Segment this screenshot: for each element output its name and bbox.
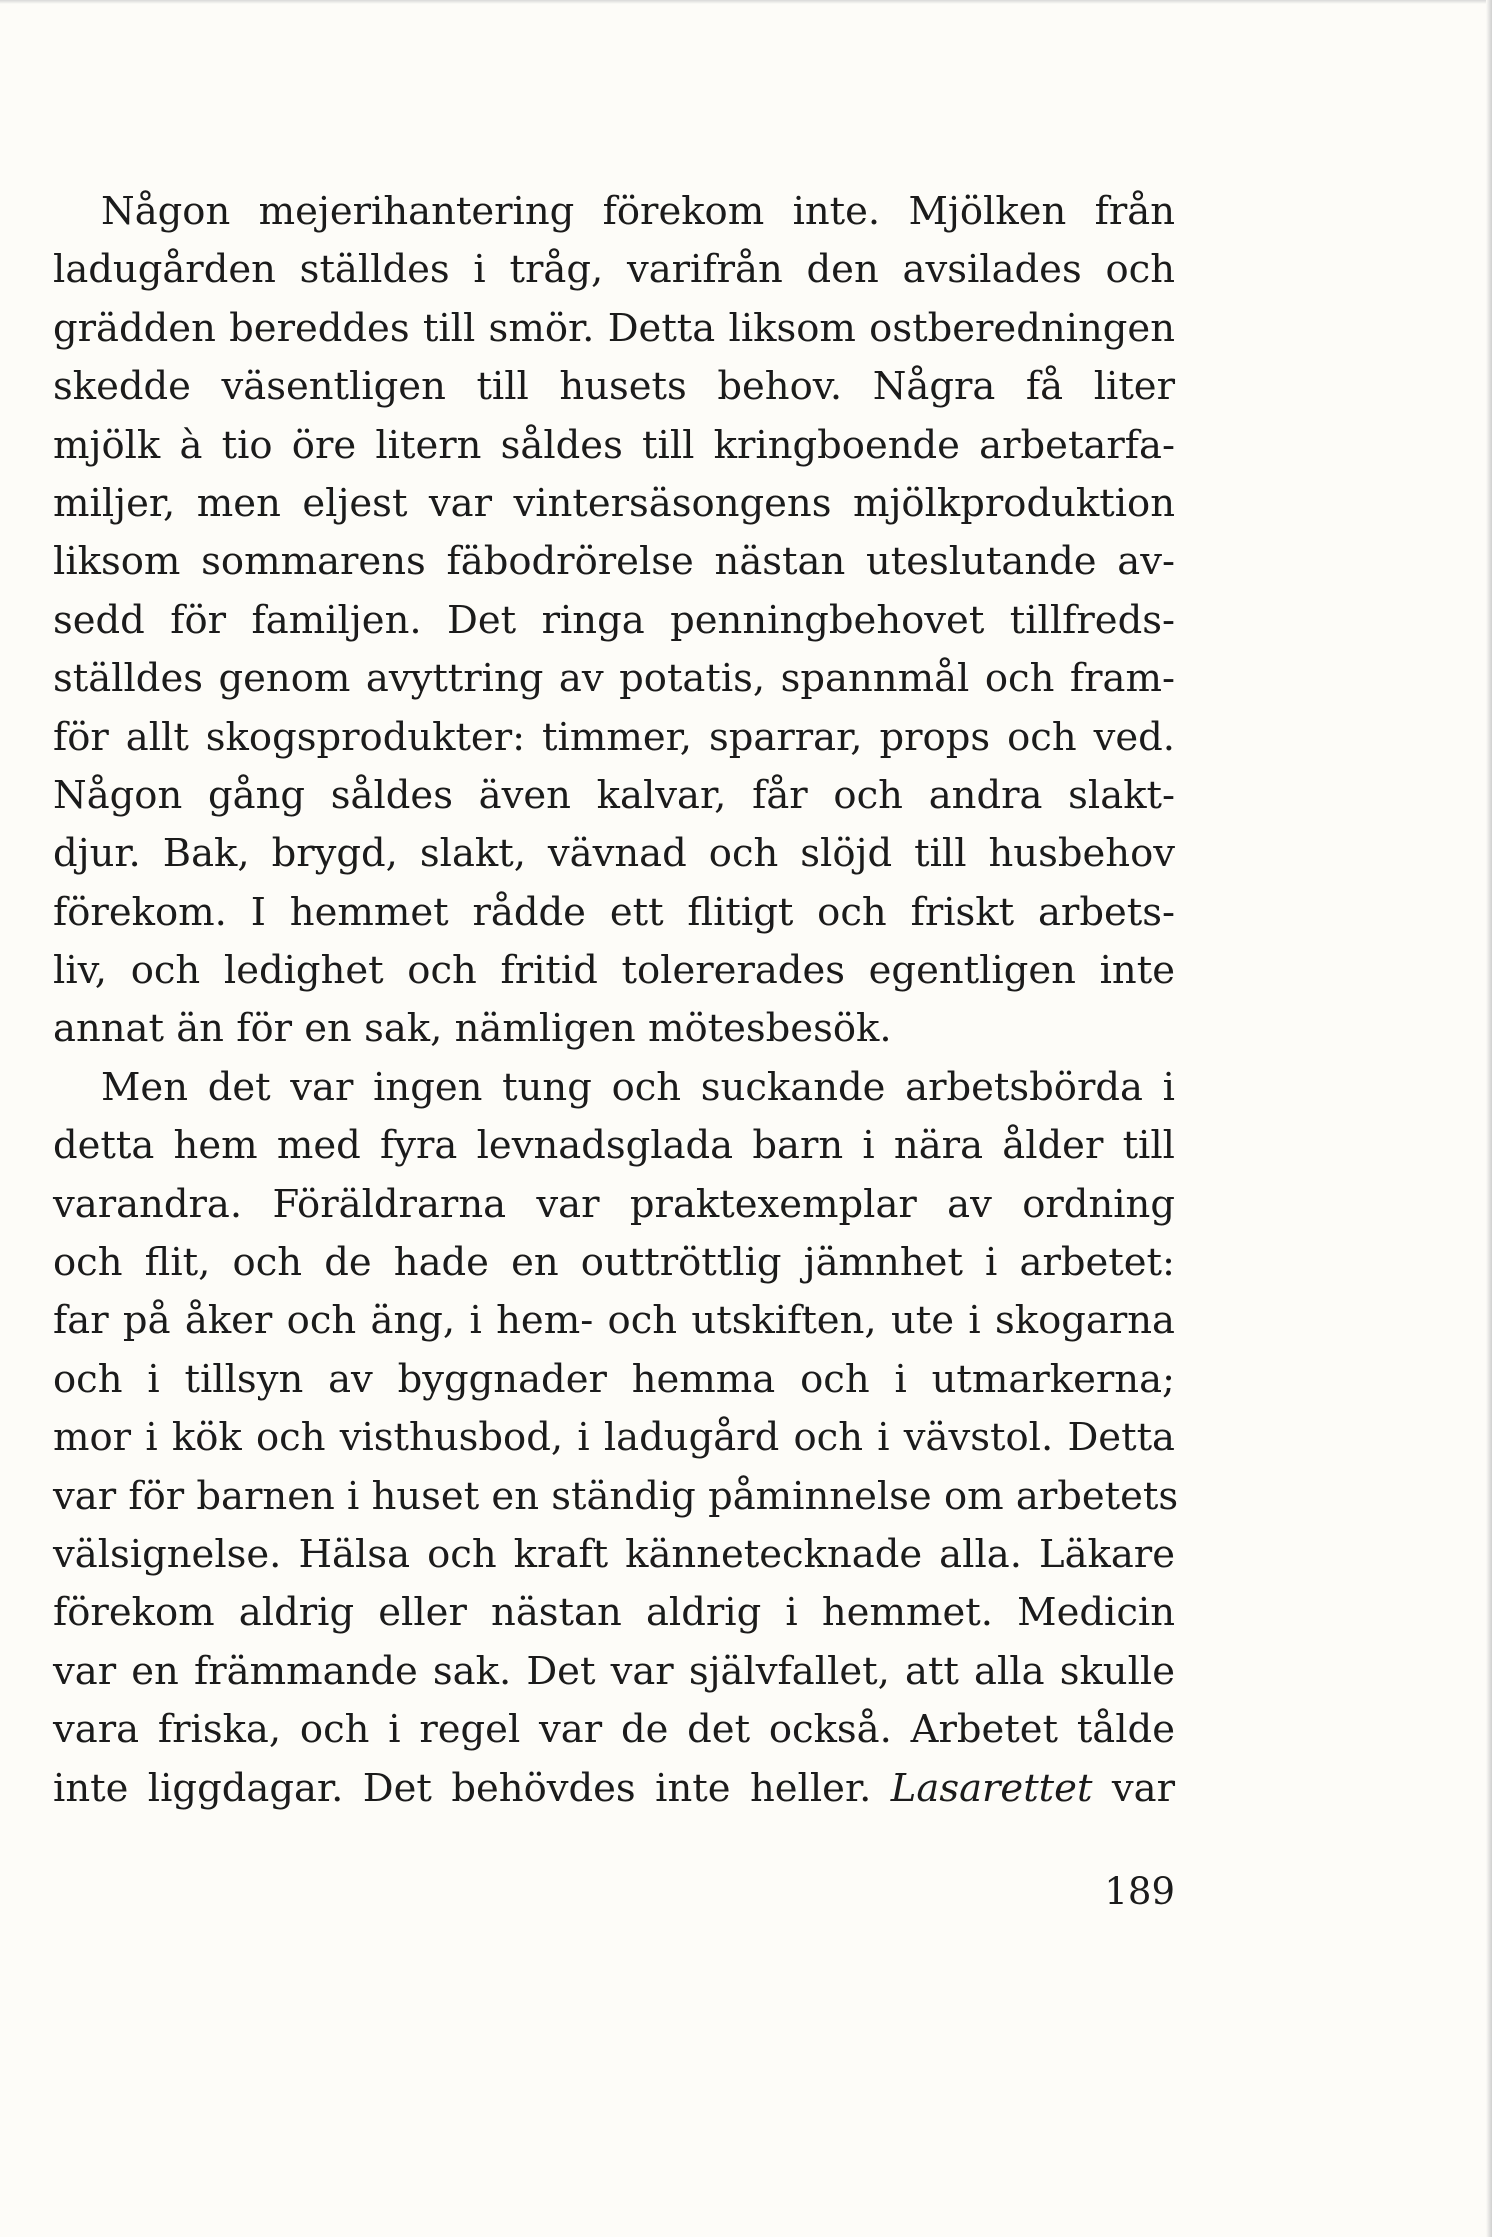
text-line: förekom aldrig eller nästan aldrig i hemmet. Medicin bbox=[53, 1590, 1175, 1636]
text-line: skedde väsentligen till husets behov. Några få liter bbox=[53, 364, 1175, 410]
text-line: ladugården ställdes i tråg, varifrån den avsilades och bbox=[53, 247, 1175, 293]
text-line: och flit, och de hade en outtröttlig jämnhet i arbetet: bbox=[53, 1240, 1175, 1286]
text-line: grädden bereddes till smör. Detta liksom ostberedningen bbox=[53, 305, 1175, 351]
text-segment: var bbox=[1092, 1765, 1175, 1811]
text-line: miljer, men eljest var vintersäsongens mjölkproduktion bbox=[53, 480, 1175, 526]
text-line: annat än för en sak, nämligen mötesbesök. bbox=[53, 1006, 892, 1052]
page-top-edge bbox=[0, 0, 1492, 4]
text-line: mor i kök och visthusbod, i ladugård och i vävstol. Detta bbox=[53, 1415, 1175, 1461]
page-number: 189 bbox=[1104, 1870, 1175, 1913]
text-line: djur. Bak, brygd, slakt, vävnad och slöjd till husbehov bbox=[53, 831, 1175, 877]
text-line: ställdes genom avyttring av potatis, spannmål och fram- bbox=[53, 656, 1175, 702]
text-line: mjölk à tio öre litern såldes till kringboende arbetarfa- bbox=[53, 422, 1175, 468]
text-line: för allt skogsprodukter: timmer, sparrar, props och ved. bbox=[53, 714, 1175, 760]
text-line: Någon mejerihantering förekom inte. Mjölken från bbox=[101, 189, 1175, 234]
text-line: var en främmande sak. Det var självfallet, att alla skulle bbox=[53, 1648, 1175, 1694]
text-line: vara friska, och i regel var de det också. Arbetet tålde bbox=[53, 1707, 1175, 1753]
text-line: varandra. Föräldrarna var praktexemplar av ordning bbox=[53, 1181, 1175, 1227]
text-line: var för barnen i huset en ständig påminnelse om arbetets bbox=[53, 1473, 1179, 1519]
text-line-final bbox=[53, 1760, 1175, 1818]
text-line: och i tillsyn av byggnader hemma och i utmarkerna; bbox=[53, 1356, 1175, 1402]
text-segment: inte liggdagar. Det behövdes inte heller. bbox=[53, 1765, 891, 1811]
text-line: förekom. I hemmet rådde ett flitigt och friskt arbets- bbox=[53, 889, 1175, 935]
text-line: Men det var ingen tung och suckande arbetsbörda i bbox=[101, 1064, 1175, 1110]
text-line: liksom sommarens fäbodrörelse nästan uteslutande av- bbox=[53, 539, 1175, 585]
text-line: sedd för familjen. Det ringa penningbehovet tillfreds- bbox=[53, 597, 1175, 643]
text-line: liv, och ledighet och fritid tolererades egentligen inte bbox=[53, 948, 1175, 994]
text-line: far på åker och äng, i hem- och utskiften, ute i skogarna bbox=[53, 1298, 1175, 1344]
text-line: välsignelse. Hälsa och kraft kännetecknade alla. Läkare bbox=[53, 1531, 1175, 1577]
body-text bbox=[53, 183, 1179, 1818]
text-line: Någon gång såldes även kalvar, får och andra slakt- bbox=[53, 772, 1175, 818]
italic-word: Lasarettet bbox=[890, 1765, 1093, 1811]
text-line: detta hem med fyra levnadsglada barn i nära ålder till bbox=[53, 1123, 1175, 1169]
page-right-edge bbox=[1486, 0, 1492, 2237]
